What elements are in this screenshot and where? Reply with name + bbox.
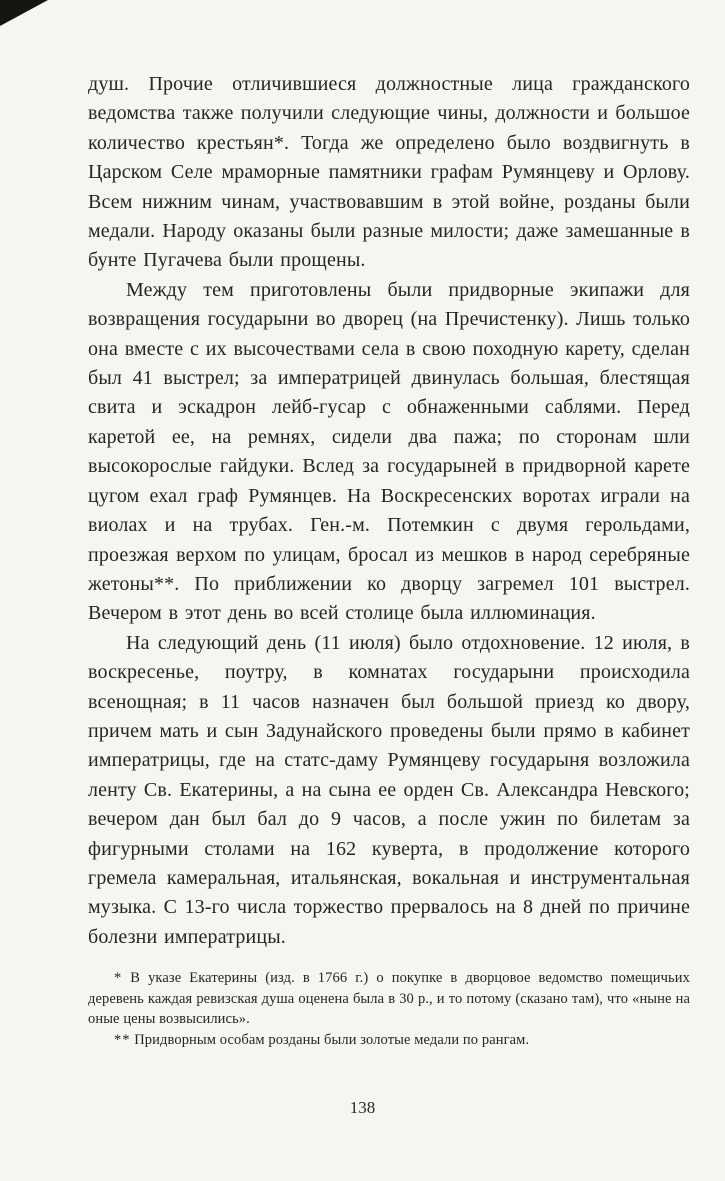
footnote-marker: *	[114, 970, 123, 987]
paragraph: На следующий день (11 июля) было отдохновение. 12 июля, в воскресенье, поутру, в комнатах государыни происходила всенощная; в 11 часов назначен был большой приезд ко двору, причем мать и сын Задунайского проведены были прямо в кабинет императрицы, где на статс-даму Румянцеву государыня возложила ленту Св. Екатерины, а на сына ее орден Св. Александра Невского; вечером дан был бал до 9 часов, а после ужин по билетам за фигурными столами на 162 куверта, в продолжение которого гремела камеральная, итальянская, вокальная и инструментальная музыка. С 13-го числа торжество прервалось на 8 дней по причине болезни императрицы.	[88, 631, 690, 948]
page-text-block	[88, 70, 690, 1050]
footnote-text: В указе Екатерины (изд. в 1766 г.) о покупке в дворцовое ведомство помещичьих деревень каждая ревизская душа оценена была в 30 р., и то потому (сказано там), что «ныне на оные цены возвысились».	[88, 970, 690, 1028]
paragraph-continuation: душ. Прочие отличившиеся должностные лица гражданского ведомства также получили следующие чины, должности и большое количество крестьян*. Тогда же определено было воздвигнуть в Царском Селе мраморные памятники графам Румянцеву и Орлову. Всем нижним чинам, участвовавшим в этой войне, розданы были медали. Народу оказаны были разные милости; даже замешанные в бунте Пугачева были прощены.	[88, 73, 690, 272]
footnote-text: Придворным особам розданы были золотые медали по рангам.	[134, 1031, 530, 1048]
scan-corner-artifact	[0, 0, 48, 26]
page-number: 138	[349, 1098, 376, 1117]
footnote	[88, 968, 690, 1030]
footnotes-section	[88, 968, 690, 1050]
paragraph: Между тем приготовлены были придворные экипажи для возвращения государыни во дворец (на Пречистенку). Лишь только она вместе с их высочествами села в свою походную карету, сделан был 41 выстрел; за императрицей двинулась большая, блестящая свита и эскадрон лейб-гусар с обнаженными саблями. Перед каретой ее, на ремнях, сидели два пажа; по сторонам шли высокорослые гайдуки. Вслед за государыней в придворной карете цугом ехал граф Румянцев. На Воскресенских воротах играли на виолах и на трубах. Ген.-м. Потемкин с двумя герольдами, проезжая верхом по улицам, бросал из мешков в народ серебряные жетоны**. По приближении ко дворцу загремел 101 выстрел. Вечером в этот день во всей столице была иллюминация.	[88, 278, 690, 625]
footnote	[88, 1030, 690, 1051]
footnote-marker: **	[114, 1031, 131, 1048]
